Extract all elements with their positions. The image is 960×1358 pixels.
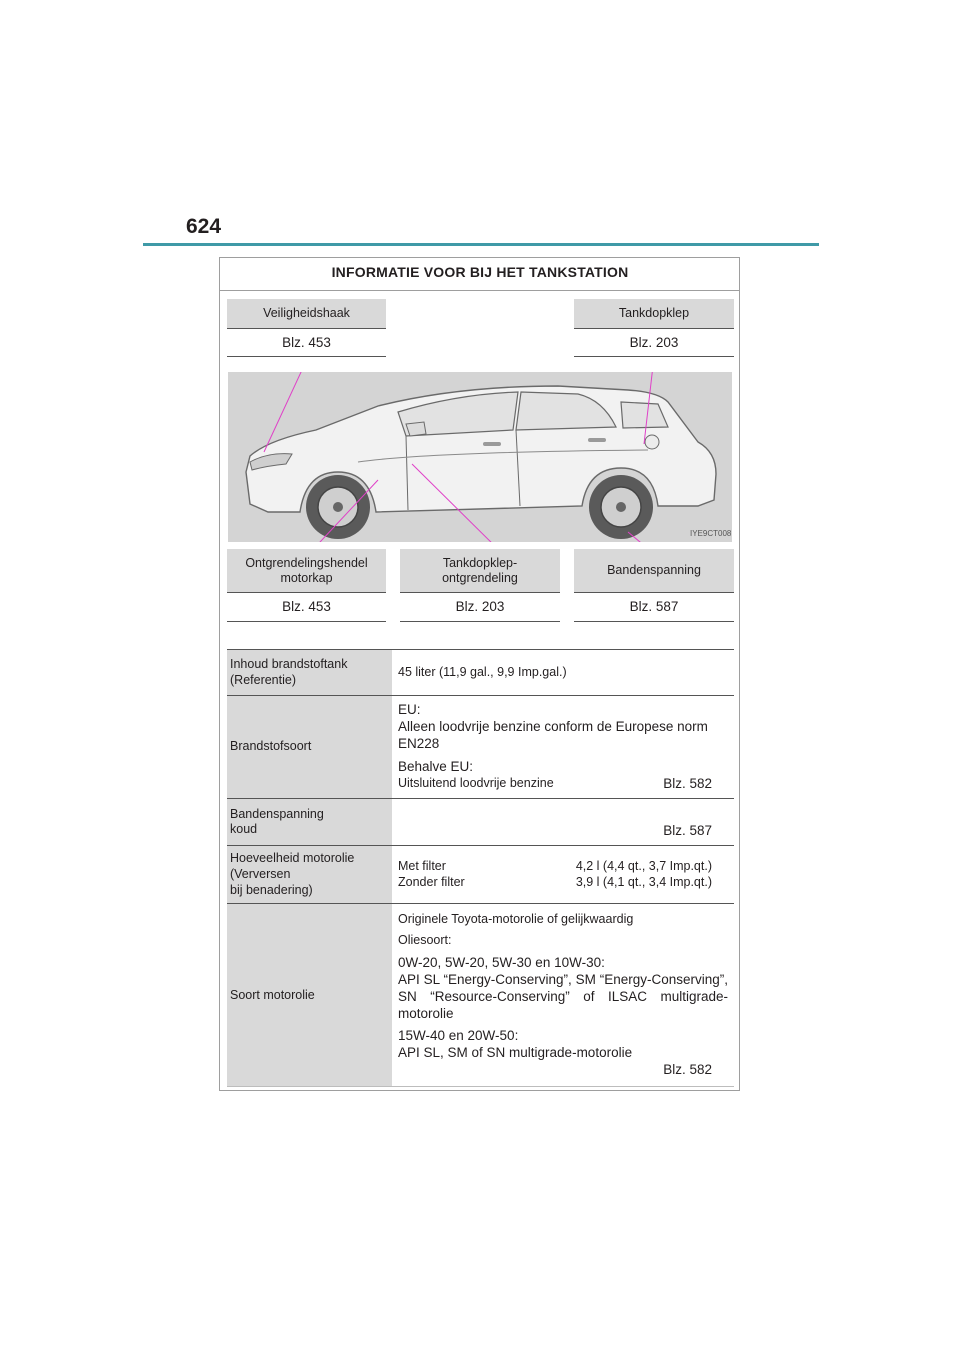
oil-grade-2-head: 15W-40 en 20W-50: — [398, 1028, 519, 1044]
label-oil-quantity — [227, 846, 392, 904]
spec-table — [227, 649, 734, 1087]
value-oil-type — [392, 904, 734, 1087]
tank-value: 45 liter (11,9 gal., 9,9 Imp.gal.) — [398, 665, 567, 680]
oil-grade-2-text: API SL, SM of SN multigrade-motorolie — [398, 1045, 633, 1061]
oil-type-head: Oliesoort: — [398, 933, 452, 948]
title-divider — [220, 290, 739, 291]
fuel-other-text: Uitsluitend loodvrije benzine — [398, 775, 554, 790]
fuel-other-head: Behalve EU: — [398, 758, 474, 774]
tank-label-line-1: Inhoud brandstoftank — [230, 656, 348, 671]
oil-qty-label-line-2: (Verversen — [230, 867, 291, 882]
header-rule — [143, 243, 819, 246]
value-oil-quantity — [392, 846, 734, 904]
value-tire-pressure — [392, 799, 734, 846]
label-oil-type: Soort motorolie — [227, 904, 392, 1087]
oil-qty-label-line-1: Hoeveelheid motorolie — [230, 851, 355, 866]
table-row — [227, 650, 734, 696]
label-tire-pressure — [227, 799, 392, 846]
oil-without-filter: Zonder filter — [398, 874, 465, 889]
fuel-eu-head: EU: — [398, 702, 421, 717]
table-row — [227, 846, 734, 904]
page-number: 624 — [186, 215, 222, 238]
ref-tankdopklep[interactable]: Blz. 203 — [574, 329, 734, 357]
fuel-eu-text: Alleen loodvrije benzine conform de Europese norm EN228 — [398, 718, 708, 751]
ref-veiligheidshaak[interactable]: Blz. 453 — [227, 329, 386, 357]
table-row — [227, 696, 734, 799]
oil-qty-label-line-3: bij benadering) — [230, 882, 313, 897]
oil-without-filter-value: 3,9 l (4,1 qt., 3,4 Imp.qt.) — [575, 874, 712, 889]
tank-label-line-2: (Referentie) — [230, 672, 296, 687]
ref-ontgrendelingshendel-motorkap[interactable]: Blz. 453 — [227, 593, 386, 622]
table-row — [227, 799, 734, 846]
oil-grade-1-head: 0W-20, 5W-20, 5W-30 en 10W-30: — [398, 954, 605, 970]
label-tank-capacity — [227, 650, 392, 696]
label-ontgrendelingshendel-motorkap: Ontgrendelingshendel motorkap — [227, 549, 386, 593]
label-bandenspanning: Bandenspanning — [574, 549, 734, 593]
table-row — [227, 904, 734, 1087]
value-fuel-type — [392, 696, 734, 799]
tire-label-line-2: koud — [230, 822, 258, 837]
tire-page-ref[interactable]: Blz. 587 — [663, 822, 712, 838]
figure-code: IYE9CT008 — [690, 529, 732, 538]
label-tankdopklep-ontgrendeling: Tankdopklep-ontgrendeling — [400, 549, 560, 593]
label-veiligheidshaak: Veiligheidshaak — [227, 299, 386, 329]
oil-with-filter: Met filter — [398, 859, 446, 874]
oil-page-ref[interactable]: Blz. 582 — [663, 1062, 712, 1078]
value-tank-capacity — [392, 650, 734, 696]
car-side-illustration — [228, 372, 732, 542]
fuel-page-ref[interactable]: Blz. 582 — [663, 775, 712, 791]
oil-with-filter-value: 4,2 l (4,4 qt., 3,7 Imp.qt.) — [575, 859, 712, 874]
page-title: INFORMATIE VOOR BIJ HET TANKSTATION — [331, 264, 629, 280]
oil-genuine: Originele Toyota-motorolie of gelijkwaardig — [398, 911, 634, 926]
label-tankdopklep: Tankdopklep — [574, 299, 734, 329]
ref-bandenspanning[interactable]: Blz. 587 — [574, 593, 734, 622]
label-fuel-type: Brandstofsoort — [227, 696, 392, 799]
ref-tankdopklep-ontgrendeling[interactable]: Blz. 203 — [400, 593, 560, 622]
tire-label-line-1: Bandenspanning — [230, 806, 324, 821]
oil-grade-1-text: API SL “Energy-Conserving”, SM “Energy-Conserving”, SN “Resource-Conserving” of ILSAC multigrade-motorolie — [398, 971, 728, 1021]
